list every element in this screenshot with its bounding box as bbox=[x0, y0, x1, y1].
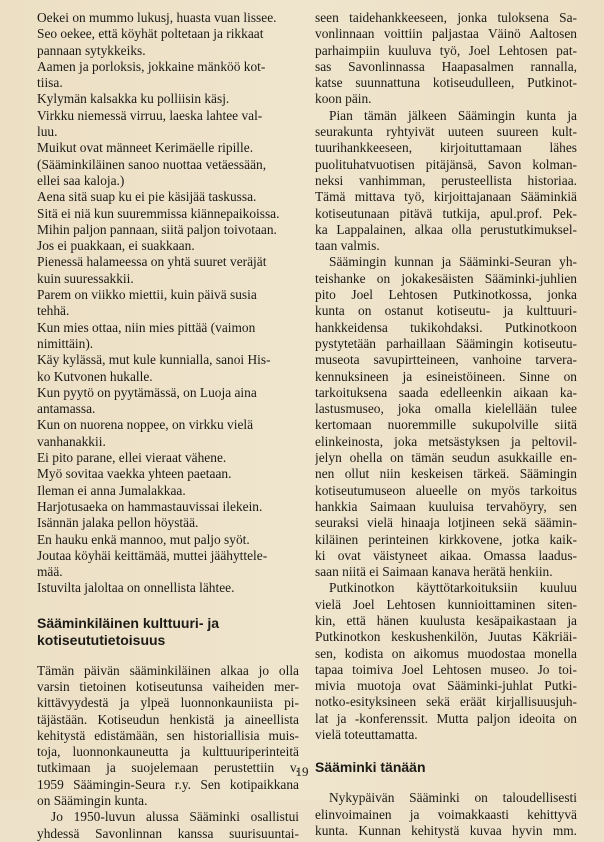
paragraph bbox=[37, 809, 299, 842]
text-line: kunta. Kunnan kehitystä kuvaa hyvin mm. bbox=[315, 822, 577, 838]
text-line: seuraksi vielä hinaaja lotjineen sekä säämin- bbox=[315, 515, 577, 531]
text-line: saan niitä ei Saimaan kanava herätä henkiin. bbox=[315, 564, 553, 580]
text-line: Putkinotkon käyttötarkoituksiin kuuluu bbox=[329, 580, 577, 596]
text-line: lat ja -konferenssit. Mutta paljon ideoita on bbox=[315, 710, 577, 726]
text-line: kotiseutumuseon alueelle on myös tarkoitus bbox=[315, 482, 577, 498]
proverb-line: mää. bbox=[37, 564, 63, 580]
proverb-line: kuin suuressakkii. bbox=[37, 270, 134, 286]
text-line: sen, kodista on aikomus muodostaa monella bbox=[315, 645, 577, 661]
text-line: kertomaan nuoremmille sukupolville siitä bbox=[315, 417, 577, 433]
proverb-line: ko Kutvonen hukalle. bbox=[37, 368, 153, 384]
proverb-line: Seo oekee, että köyhät poltetaan ja rikkaat bbox=[37, 26, 264, 42]
text-line: puolituhatvuotisen pitäjänsä, Savon kolman- bbox=[315, 156, 577, 172]
text-line: seen taidehankkeeseen, jonka tuloksena Sa- bbox=[315, 10, 577, 25]
text-line: kunta on ostanut kotiseutu- ja kulttuuri- bbox=[315, 303, 577, 319]
proverb-line: nimittäin). bbox=[37, 335, 94, 351]
text-line: hankkia Saimaan kuuluisa tervahöyry, sen bbox=[315, 498, 577, 514]
text-line: on Säämingin kunta. bbox=[37, 793, 148, 809]
text-line: 1959 Säämingin-Seura r.y. Sen kotipaikkana bbox=[37, 776, 299, 792]
text-line: Nykypäivän Sääminki on taloudellisesti bbox=[329, 790, 577, 806]
proverb-list bbox=[37, 10, 299, 597]
text-line: notko-esityksineen sekä eräät kirjallisuusjuh- bbox=[315, 694, 577, 710]
proverb-line: Käy kylässä, mut kule kunnialla, sanoi His- bbox=[37, 352, 271, 368]
proverb-line: Aena sitä suap ku ei pie käsijää taskussa. bbox=[37, 189, 257, 205]
text-line: taan valmis. bbox=[315, 238, 380, 254]
right-column bbox=[315, 10, 577, 839]
text-line: kennuksineen ja esineistöineen. Sinne on bbox=[315, 368, 577, 384]
paragraph bbox=[37, 663, 299, 810]
proverb-line: Harjotusaeka on hammastauvissai ilekein. bbox=[37, 498, 263, 514]
paragraph bbox=[315, 254, 577, 580]
text-line: seurakunta ryhtyivät uuteen suureen kult- bbox=[315, 124, 577, 140]
proverb-line: Sitä ei niä kun suuremmissa kiännepaikoissa. bbox=[37, 205, 280, 221]
page-number: 19 bbox=[295, 764, 309, 779]
proverb-line: pannaan sytykkeiks. bbox=[37, 42, 146, 58]
text-line: kotiseutunaan pitävä tutkija, apul.prof. Pek- bbox=[315, 205, 577, 221]
proverb-line: Aamen ja porloksis, jokkaine mänköö kot- bbox=[37, 58, 266, 74]
text-line: koon päin. bbox=[315, 91, 372, 107]
proverb-line: tehhä. bbox=[37, 303, 70, 319]
proverb-line: Myö sovitaa vaekka yhteen paetaan. bbox=[37, 466, 232, 482]
proverb-line: vanhanakkii. bbox=[37, 433, 106, 449]
section-heading-line: kotiseututietoisuus bbox=[37, 631, 166, 648]
text-line: Säämingin kunnan ja Sääminki-Seuran yh- bbox=[329, 254, 577, 270]
text-line: kehitystä edistämään, sen historiallisia muis- bbox=[37, 727, 299, 743]
text-line: lastusmuseo, joka omalla kielellään tulee bbox=[315, 401, 577, 417]
paragraph bbox=[315, 108, 577, 255]
text-line: tarkoituksena saada edelleenkin aikaan ka- bbox=[315, 384, 577, 400]
text-line: tuurihankkeeseen, kirjoituttamaan lähes bbox=[315, 140, 577, 156]
proverb-line: Jos ei puakkaan, ei suakkaan. bbox=[37, 238, 195, 254]
text-line: toja, luonnonkauneutta ja kulttuuriperinteitä bbox=[37, 744, 299, 760]
text-line: tapaa toimiva Joel Lehtosen museo. Jo toi- bbox=[315, 661, 577, 677]
left-column bbox=[37, 10, 299, 842]
text-line: kittävyydestä ja ylpeä luonnonkauniista pi- bbox=[37, 695, 299, 711]
text-line: täjästään. Kotiseudun henkistä ja aineellista bbox=[37, 711, 299, 727]
text-line: Pian tämän jälkeen Säämingin kunta ja bbox=[329, 107, 577, 123]
text-line: teishanke on jokakesäisten Sääminki-juhlien bbox=[315, 270, 577, 286]
section-heading: Sääminki tänään bbox=[315, 759, 426, 776]
proverb-line: En hauku enkä mannoo, mut paljo syöt. bbox=[37, 531, 250, 547]
proverb-line: Istuvilta jaloltaa on onnellista lähtee. bbox=[37, 580, 235, 596]
text-line: ka Lappalainen, alkaa olla perustutkimuksel- bbox=[315, 221, 577, 237]
proverb-line: Parem on viikko miettii, kuin päivä susia bbox=[37, 287, 257, 303]
paragraph bbox=[315, 790, 577, 839]
text-line: pito Joel Lehtosen Putkinotkossa, jonka bbox=[315, 287, 577, 303]
proverb-line: Pienessä halameessa on yhtä suuret veräjät bbox=[37, 254, 267, 270]
text-line: yhdessä Savonlinnan kanssa suurisuuntai- bbox=[37, 825, 299, 841]
proverb-line: luu. bbox=[37, 124, 58, 140]
text-line: mivia muotoja ovat Sääminki-juhlat Putki- bbox=[315, 678, 577, 694]
text-line: hankkeidensa tukikohdaksi. Putkinotkoon bbox=[315, 319, 577, 335]
text-line: Putkinotkon keskushenkilön, Juutas Käkriäi- bbox=[315, 629, 577, 645]
proverb-line: Ileman ei anna Jumalakkaa. bbox=[37, 482, 186, 498]
text-line: ki ovat väistyneet aikaa. Omassa laadus- bbox=[315, 547, 577, 563]
proverb-line: Joutaa köyhäi keittämää, muttei jäähyttele- bbox=[37, 547, 268, 563]
proverb-line: (Sääminkiläinen sanoo nuottaa vetäessään, bbox=[37, 156, 267, 172]
text-line: neksi vanhimman, perusteellista historiaa. bbox=[315, 172, 577, 188]
text-line: vonlinnaan voittiin paljastaa Väinö Aaltosen bbox=[315, 26, 577, 42]
paragraph bbox=[315, 580, 577, 743]
proverb-line: Kun mies ottaa, niin mies pittää (vaimon bbox=[37, 319, 256, 335]
proverb-line: Virkku niemessä virruu, laeska lahtee val- bbox=[37, 107, 263, 123]
proverb-line: ellei saa kaloja.) bbox=[37, 172, 125, 188]
text-line: vielä toteuttamatta. bbox=[315, 727, 418, 743]
text-line: varsin tietoinen kotiseutunsa vaiheiden mer- bbox=[37, 678, 299, 694]
text-line: nen ollut niin keskeisen tärkeä. Säämingin bbox=[315, 466, 577, 482]
text-line: kiläinen perinteinen kirkkovene, jotka kaik- bbox=[315, 531, 577, 547]
text-line: katse suunnattuna kotiseudulleen, Putkinot- bbox=[315, 75, 577, 91]
text-line: vielä Joel Lehtosen kunnioittaminen siten- bbox=[315, 596, 577, 612]
proverb-line: antamassa. bbox=[37, 401, 96, 417]
text-line: elinkeinosta, joka metsästyksen ja peltovil- bbox=[315, 433, 577, 449]
paragraph bbox=[315, 10, 577, 108]
proverb-line: Mihin paljon pannaan, siitä paljon toivotaan. bbox=[37, 221, 277, 237]
text-line: jelyn ohella on tämän seudun asukkaille en- bbox=[315, 450, 577, 466]
proverb-line: Oekei on mummo lukusj, huasta vuan lissee. bbox=[37, 10, 277, 25]
proverb-line: Kun on nuorena noppee, on virkku vielä bbox=[37, 417, 254, 433]
proverb-line: Kun pyytö on pyytämässä, on Luoja aina bbox=[37, 384, 257, 400]
text-line: pystytetään parhaillaan Säämingin kotiseutu- bbox=[315, 335, 577, 351]
section-heading-line: Sääminkiläinen kulttuuri- ja bbox=[37, 614, 220, 631]
proverb-line: Kylymän kalsakka ku polliisin käsj. bbox=[37, 91, 230, 107]
proverb-line: Isännän jalaka pellon höystää. bbox=[37, 515, 199, 531]
text-line: Jo 1950-luvun alussa Sääminki osallistui bbox=[51, 809, 299, 825]
text-line: sas Savonlinnassa Haapasalmen rannalla, bbox=[315, 58, 577, 74]
text-line: elinvoimainen ja voimakkaasti kehittyvä bbox=[315, 806, 577, 822]
text-line: kin, että hänen kuulusta kesäpaikastaan ja bbox=[315, 612, 577, 628]
proverb-line: Ei pito parane, ellei vieraat vähene. bbox=[37, 450, 227, 466]
text-line: museota savupirtteineen, vanhoine tarvera- bbox=[315, 352, 577, 368]
proverb-line: tiisa. bbox=[37, 75, 63, 91]
section-heading bbox=[37, 615, 299, 649]
text-line: Tämän päivän sääminkiläinen alkaa jo olla bbox=[37, 662, 299, 678]
text-line: Tämä mittava työ, kirjoittajanaan Sääminkiä bbox=[315, 189, 577, 205]
text-line: parhaimpiin kuuluva työ, Joel Lehtosen pat- bbox=[315, 42, 577, 58]
text-line: tutkimaan ja suojelemaan perustettiin v. bbox=[37, 760, 299, 776]
proverb-line: Muikut ovat männeet Kerimäelle ripille. bbox=[37, 140, 254, 156]
